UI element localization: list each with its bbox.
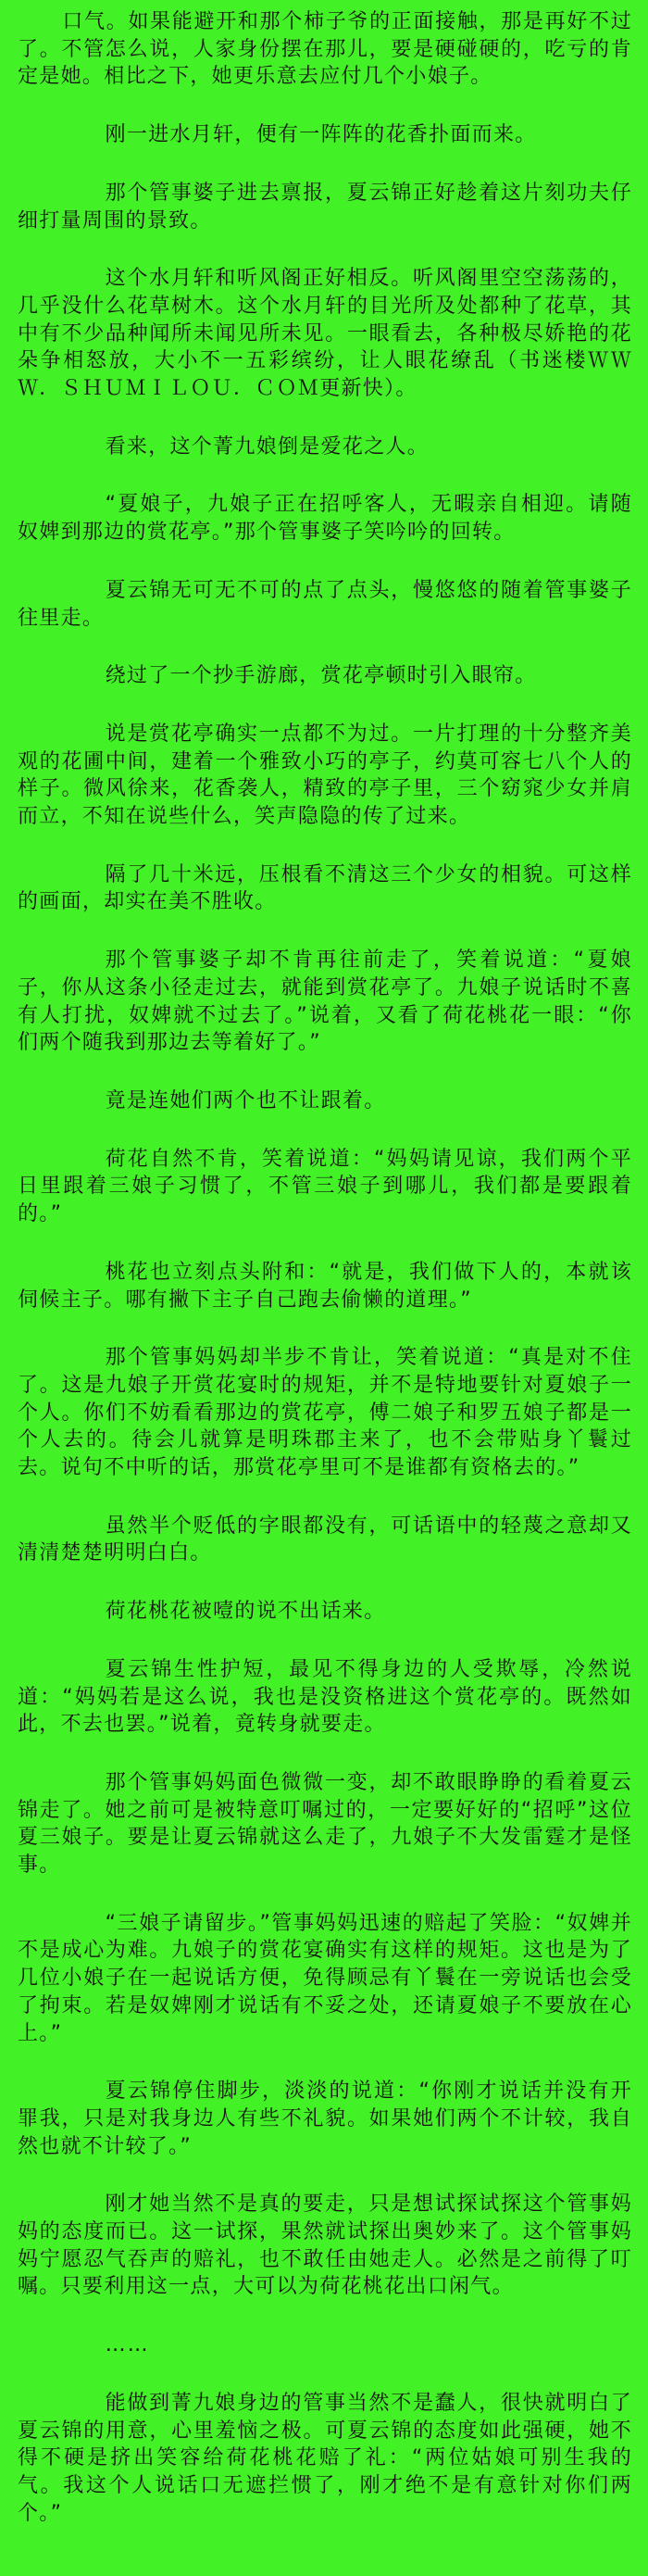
novel-paragraph: …… xyxy=(105,2333,150,2357)
novel-paragraph: 夏云锦停住脚步，淡淡的说道：“你刚才说话并没有开罪我，只是对我身边人有些不礼貌。如果她们两个不计较，我自然也就不计较了。” xyxy=(18,2080,632,2158)
novel-paragraph: 那个管事婆子却不肯再往前走了，笑着说道：“夏娘子，你从这条小径走过去，就能到赏花亭了。九娘子说话时不喜有人打扰，奴婢就不过去了。”说着，又看了荷花桃花一眼：“你们两个随我到那边去等着好了。” xyxy=(18,949,632,1055)
novel-paragraph: 荷花自然不肯，笑着说道：“妈妈请见谅，我们两个平日里跟着三娘子习惯了，不管三娘子到哪儿，我们都是要跟着的。” xyxy=(18,1147,632,1226)
novel-paragraph: 刚才她当然不是真的要走，只是想试探试探这个管事妈妈的态度而已。这一试探，果然就试探出奥妙来了。这个管事妈妈宁愿忍气吞声的赔礼，也不敢任由她走人。必然是之前得了叮嘱。只要利用这一点，大可以为荷花桃花出口闲气。 xyxy=(18,2193,632,2299)
novel-paragraph: 刚一进水月轩，便有一阵阵的花香扑面而来。 xyxy=(105,123,537,147)
novel-paragraph: 虽然半个贬低的字眼都没有，可话语中的轻蔑之意却又清清楚楚明明白白。 xyxy=(18,1514,632,1565)
novel-paragraph: 说是赏花亭确实一点都不为过。一片打理的十分整齐美观的花圃中间，建着一个雅致小巧的亭子，约莫可容七八个人的样子。微风徐来，花香袭人，精致的亭子里，三个窈窕少女并肩而立，不知在说些什么，笑声隐隐的传了过来。 xyxy=(18,722,632,829)
novel-paragraph: 夏云锦生性护短，最见不得身边的人受欺辱，冷然说道：“妈妈若是这么说，我也是没资格进这个赏花亭的。既然如此，不去也罢。”说着，竟转身就要走。 xyxy=(18,1657,632,1737)
novel-paragraph: “夏娘子，九娘子正在招呼客人，无暇亲自相迎。请随奴婢到那边的赏花亭。”那个管事婆子笑吟吟的回转。 xyxy=(18,493,632,545)
novel-paragraph: 那个管事妈妈却半步不肯让，笑着说道：“真是对不住了。这是九娘子开赏花宴时的规矩，并不是特地要针对夏娘子一个人。你们不妨看看那边的赏花亭，傅二娘子和罗五娘子都是一个人去的。待会儿就算是明珠郡主来了，也不会带贴身丫鬟过去。说句不中听的话，那赏花亭里可不是谁都有资格去的。” xyxy=(18,1346,632,1480)
novel-paragraph: 那个管事妈妈面色微微一变，却不敢眼睁睁的看着夏云锦走了。她之前可是被特意叮嘱过的，一定要好好的“招呼”这位夏三娘子。要是让夏云锦就这么走了，九娘子不大发雷霆才是怪事。 xyxy=(18,1770,632,1878)
novel-paragraph: 桃花也立刻点头附和：“就是，我们做下人的，本就该伺候主子。哪有撇下主子自己跑去偷懒的道理。” xyxy=(18,1260,632,1312)
novel-paragraph: 绕过了一个抄手游廊，赏花亭顿时引入眼帘。 xyxy=(105,664,537,688)
novel-paragraph: 夏云锦无可无不可的点了点头，慢悠悠的随着管事婆子往里走。 xyxy=(18,578,632,630)
novel-paragraph: 荷花桃花被噎的说不出话来。 xyxy=(105,1600,386,1624)
novel-text-body xyxy=(18,8,632,2527)
novel-paragraph: 口气。如果能避开和那个柿子爷的正面接触，那是再好不过了。不管怎么说，人家身份摆在那儿，要是硬碰硬的，吃亏的肯定是她。相比之下，她更乐意去应付几个小娘子。 xyxy=(18,10,632,89)
novel-paragraph: “三娘子请留步。”管事妈妈迅速的赔起了笑脸：“奴婢并不是成心为难。九娘子的赏花宴确实有这样的规矩。这也是为了几位小娘子在一起说话方便，免得顾忌有丫鬟在一旁说话也会受了拘束。若是奴婢刚才说话有不妥之处，还请夏娘子不要放在心上。” xyxy=(18,1911,632,2045)
novel-paragraph: 隔了几十米远，压根看不清这三个少女的相貌。可这样的画面，却实在美不胜收。 xyxy=(18,862,632,914)
novel-paragraph: 那个管事婆子进去禀报，夏云锦正好趁着这片刻功夫仔细打量周围的景致。 xyxy=(18,181,632,232)
novel-paragraph: 这个水月轩和听风阁正好相反。听风阁里空空荡荡的，几乎没什么花草树木。这个水月轩的目光所及处都种了花草，其中有不少品种闻所未闻见所未见。一眼看去，各种极尽娇艳的花朵争相怒放，大小不一五彩缤纷，让人眼花缭乱（书迷楼ＷＷＷ．ＳＨＵＭＩＬＯＵ．ＣＯＭ更新快）。 xyxy=(18,267,632,401)
novel-paragraph: 看来，这个菁九娘倒是爱花之人。 xyxy=(105,434,430,459)
novel-paragraph: 竟是连她们两个也不让跟着。 xyxy=(105,1088,386,1112)
novel-paragraph: 能做到菁九娘身边的管事当然不是蠢人，很快就明白了夏云锦的用意，心里羞恼之极。可夏云锦的态度如此强硬，她不得不硬是挤出笑容给荷花桃花赔了礼：“两位姑娘可别生我的气。我这个人说话口无遮拦惯了，刚才绝不是有意针对你们两个。” xyxy=(18,2391,632,2525)
